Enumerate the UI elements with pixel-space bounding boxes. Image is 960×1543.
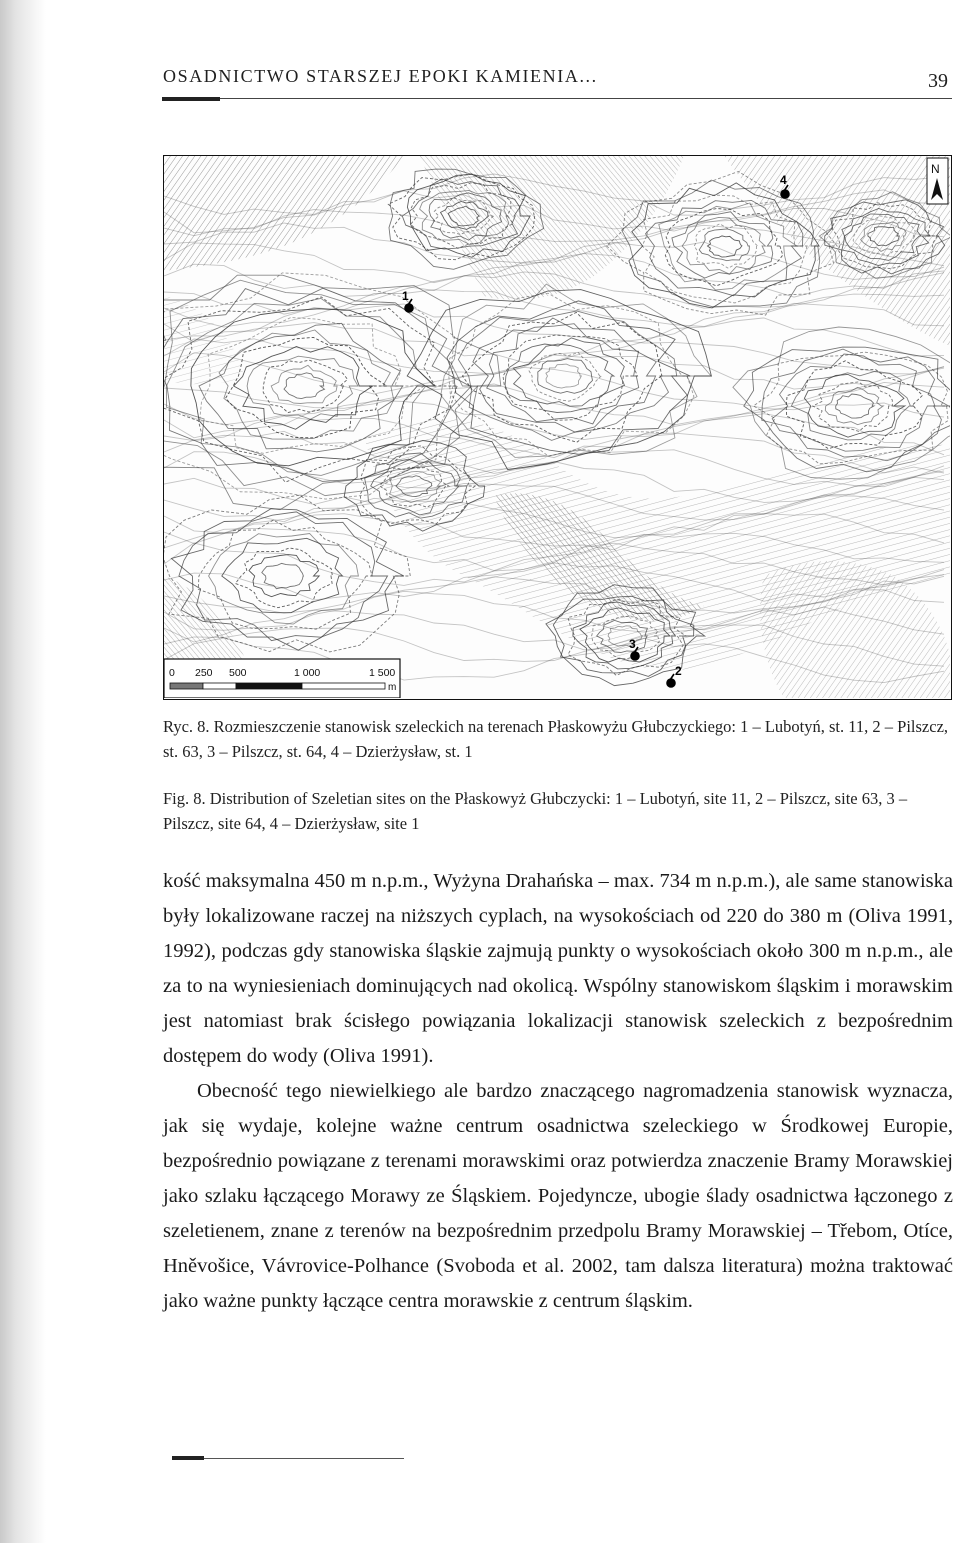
contour-line [219, 330, 394, 439]
scale-tick-0: 0 [169, 667, 175, 679]
contour-map [164, 156, 950, 698]
site-marker-2 [667, 674, 675, 687]
contour-line [262, 563, 304, 588]
contour-line [463, 312, 662, 442]
contour-line [222, 538, 343, 612]
header-rule [162, 98, 952, 99]
site-label-4: 4 [780, 173, 787, 187]
contour-line [505, 338, 624, 413]
scale-tick-500: 500 [229, 667, 247, 679]
site-label-2: 2 [675, 664, 682, 678]
footer-rule-accent [172, 1456, 204, 1460]
contour-line [836, 394, 874, 418]
binding-shadow [0, 0, 46, 1543]
scale-tick-1500: 1 500 [369, 667, 396, 679]
north-arrow [927, 158, 948, 204]
contour-line [458, 311, 676, 440]
contour-line [164, 318, 944, 363]
scale-unit: m [388, 682, 397, 693]
contour-line [249, 555, 319, 597]
scale-tick-1000: 1 000 [294, 667, 321, 679]
running-header: OSADNICTWO STARSZEJ EPOKI KAMIENIA... [163, 66, 598, 86]
contour-line [708, 236, 742, 257]
header-rule-accent [162, 97, 220, 101]
site-label-1: 1 [402, 289, 409, 303]
figure-caption-polish: Ryc. 8. Rozmieszczenie stanowisk szeleckich na terenach Płaskowyżu Głubczyckiego: 1 – Lubotyń, st. 11, 2 – Pilszcz, st. 63, 3 – Pilszcz, st. 64, 4 – Dzierżysław, st. 1 [163, 717, 949, 761]
site-label-3: 3 [629, 637, 636, 651]
body-text [163, 864, 953, 1319]
contour-line [503, 335, 638, 420]
contour-map-figure [163, 155, 952, 700]
north-label: N [931, 162, 940, 176]
page-number: 39 [928, 70, 948, 92]
contour-line [164, 382, 944, 425]
figure-caption-english: Fig. 8. Distribution of Szeletian sites on the Płaskowyż Głubczycki: 1 – Lubotyń, site 11, 2 – Pilszcz, site 63, 3 – Pilszcz, site 64, 4 – Dzierżysław, site 1 [163, 789, 908, 833]
scale-bar [164, 659, 400, 698]
contour-line [226, 337, 387, 438]
contour-line [699, 229, 749, 261]
contour-line [546, 364, 581, 388]
footer-rule [172, 1458, 404, 1459]
contour-line [772, 354, 935, 451]
scale-tick-250: 250 [195, 667, 213, 679]
paragraph-1: kość maksymalna 450 m n.p.m., Wyżyna Drahańska – max. 734 m n.p.m.), ale same stanowiska były lokalizowane raczej na niższych cyplach, na wysokościach od 220 do 380 m (Oliva 1991, 1992), podczas gdy stanowiska śląskie zajmują punkty o wysokościach około 300 m n.p.m., ale za to na wyniesieniach dominujących nad okolicą. Wspólny stanowiskom śląskim i morawskim jest natomiast brak ścisłego powiązania lokalizacji stanowisk szeleckich z bezpośrednim dostępem do wody (Oliva 1991). [163, 870, 953, 1067]
contour-line [164, 290, 944, 327]
paragraph-2: Obecność tego niewielkiego ale bardzo znaczącego nagromadzenia stanowisk wyznacza, jak się wydaje, kolejne ważne centrum osadnictwa szeleckiego w Środkowej Europie, bezpośrednio powiązane z terenami morawskimi oraz potwierdza znaczenie Bramy Morawskiej jako szlaku łączącego Morawy ze Śląskiem. Pojedyncze, ubogie ślady osadnictwa łączonego z szeletienem, znane z terenów na bezpośrednim przedpolu Bramy Morawskiej – Třebom, Otíce, Hněvošice, Vávrovice-Polhance (Svoboda et al. 2002, tam dalsza literatura) można traktować jako ważne punkty łączące centra morawskie z centrum śląskim. [163, 1080, 953, 1312]
contour-line [164, 367, 944, 408]
contour-line [487, 324, 639, 424]
